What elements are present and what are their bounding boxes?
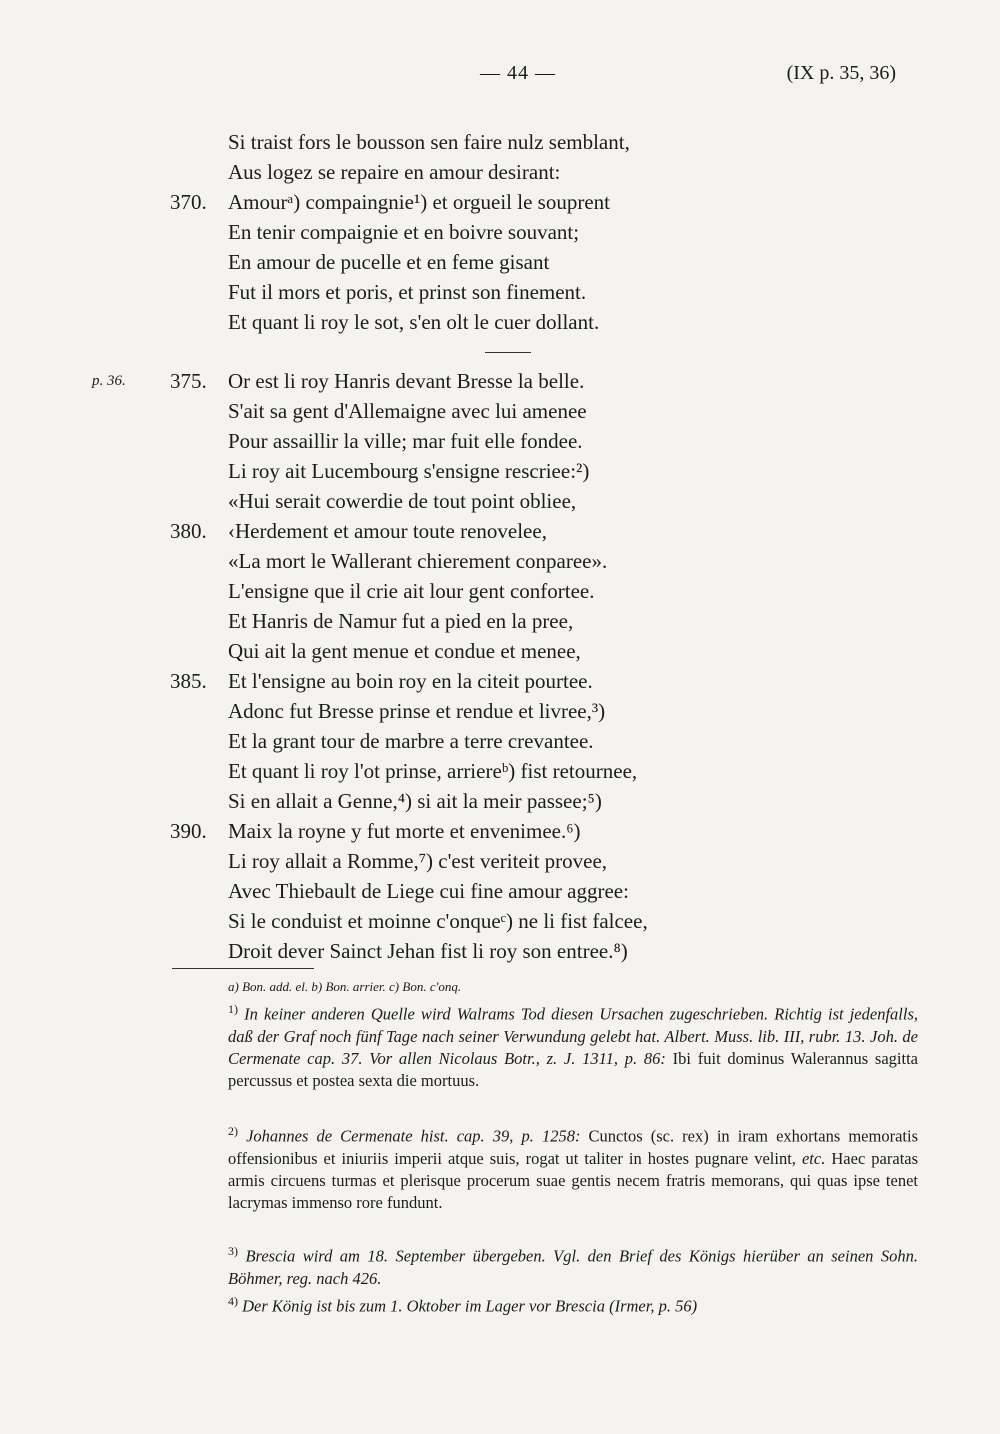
footnote-rule	[172, 968, 314, 969]
verse-line: Pour assaillir la ville; mar fuit elle fondee.	[228, 429, 583, 453]
footnote-4	[228, 1290, 918, 1318]
verse-line: En amour de pucelle et en feme gisant	[228, 250, 550, 274]
footnote-2-quote-cont: Haec paratas armis circuens turmas et plerisque procerum suae gentis necem fratris memorans, qui quas ipse tenet lacrymas immenso rore fundunt.	[228, 1148, 919, 1212]
footnote-variants	[228, 978, 918, 996]
verse-line: Adonc fut Bresse prinse et rendue et livree,³)	[228, 699, 606, 723]
footnote-2	[228, 1120, 918, 1214]
footnote-marker: 1)	[228, 1002, 238, 1016]
verse-line: Li roy allait a Romme,⁷) c'est veriteit provee,	[228, 849, 608, 873]
footnote-4-text: Der König ist bis zum 1. Oktober im Lager vor Brescia (Irmer, p. 56)	[242, 1296, 698, 1316]
verse-line: Fut il mors et poris, et prinst son finement.	[228, 280, 587, 304]
verse-line: Li roy ait Lucembourg s'ensigne rescriee:²)	[228, 459, 590, 483]
footnote-1-quote: Ibi fuit dominus Walerannus sagitta percussus et postea sexta die mortuus.	[228, 1048, 919, 1090]
footnote-2-source: Johannes de Cermenate hist. cap. 39, p. 1258:	[246, 1126, 581, 1146]
verse-line: Droit dever Sainct Jehan fist li roy son entree.⁸)	[228, 939, 628, 963]
verse-line: En tenir compaignie et en boivre souvant;	[228, 220, 580, 244]
footnote-3	[228, 1240, 918, 1290]
verse-line: S'ait sa gent d'Allemaigne avec lui amenee	[228, 399, 587, 423]
verse-line: «Hui serait cowerdie de tout point obliee,	[228, 489, 577, 513]
verse-line: Aus logez se repaire en amour desirant:	[228, 160, 561, 184]
verse-line: Maix la royne y fut morte et envenimee.⁶)	[228, 819, 581, 843]
line-number: 375.	[170, 369, 207, 393]
verse-line: Or est li roy Hanris devant Bresse la belle.	[228, 369, 585, 393]
line-number: 390.	[170, 819, 207, 843]
verse-line: Et la grant tour de marbre a terre crevantee.	[228, 729, 594, 753]
footnote-2-quote: Cunctos (sc. rex) in iram exhortans memoratis offensionibus et iniuriis imperii atque suis, rogat ut taliter in hostes pugnare velint,	[228, 1126, 918, 1168]
section-divider	[485, 352, 531, 353]
page-header	[0, 58, 1000, 92]
verse-line: Et quant li roy l'ot prinse, arriereᵇ) fist retournee,	[228, 759, 638, 783]
footnote-marker: 3)	[228, 1244, 238, 1258]
margin-page-note: p. 36.	[92, 373, 126, 389]
line-number: 370.	[170, 190, 207, 214]
verse-line: Amourᵃ) compaingnie¹) et orgueil le souprent	[228, 190, 610, 214]
verse-line: Si le conduist et moinne c'onqueᶜ) ne li fist falcee,	[228, 909, 648, 933]
verse-line: Et l'ensigne au boin roy en la citeit pourtee.	[228, 669, 593, 693]
verse-line: «La mort le Wallerant chierement conparee».	[228, 549, 608, 573]
line-number: 380.	[170, 519, 207, 543]
verse-line: Et quant li roy le sot, s'en olt le cuer dollant.	[228, 310, 600, 334]
verse-line: ‹Herdement et amour toute renovelee,	[228, 519, 547, 543]
footnote-1	[228, 998, 918, 1092]
verse-line: Avec Thiebault de Liege cui fine amour aggree:	[228, 879, 629, 903]
page-reference: (IX p. 35, 36)	[786, 62, 896, 84]
verse-line: Et Hanris de Namur fut a pied en la pree,	[228, 609, 574, 633]
footnote-3-text: Brescia wird am 18. September übergeben. Vgl. den Brief des Königs hierüber an seinen Sohn. Böhmer, reg. nach 426.	[228, 1246, 918, 1288]
verse-line: Si traist fors le bousson sen faire nulz semblant,	[228, 130, 630, 154]
verse-line: L'ensigne que il crie ait lour gent confortee.	[228, 579, 595, 603]
footnote-marker: 2)	[228, 1124, 238, 1138]
footnote-2-etc: etc.	[801, 1148, 826, 1168]
line-number: 385.	[170, 669, 207, 693]
page-number: — 44 —	[480, 62, 556, 84]
verse-line: Qui ait la gent menue et condue et menee,	[228, 639, 581, 663]
footnote-1-commentary: In keiner anderen Quelle wird Walrams Tod diesen Ursachen zugeschrieben. Richtig ist jedenfalls, daß der Graf noch fünf Tage nach seiner Verwundung gelebt hat. Albert. Muss. lib. III, rubr. 13. Joh. de Cermenate cap. 37. Vor allen Nicolaus Botr., z. J. 1311, p. 86:	[228, 1004, 919, 1068]
verse-line: Si en allait a Genne,⁴) si ait la meir passee;⁵)	[228, 789, 602, 813]
footnote-marker: 4)	[228, 1294, 238, 1308]
variant-readings: a) Bon. add. el. b) Bon. arrier. c) Bon. c'onq.	[228, 979, 462, 994]
